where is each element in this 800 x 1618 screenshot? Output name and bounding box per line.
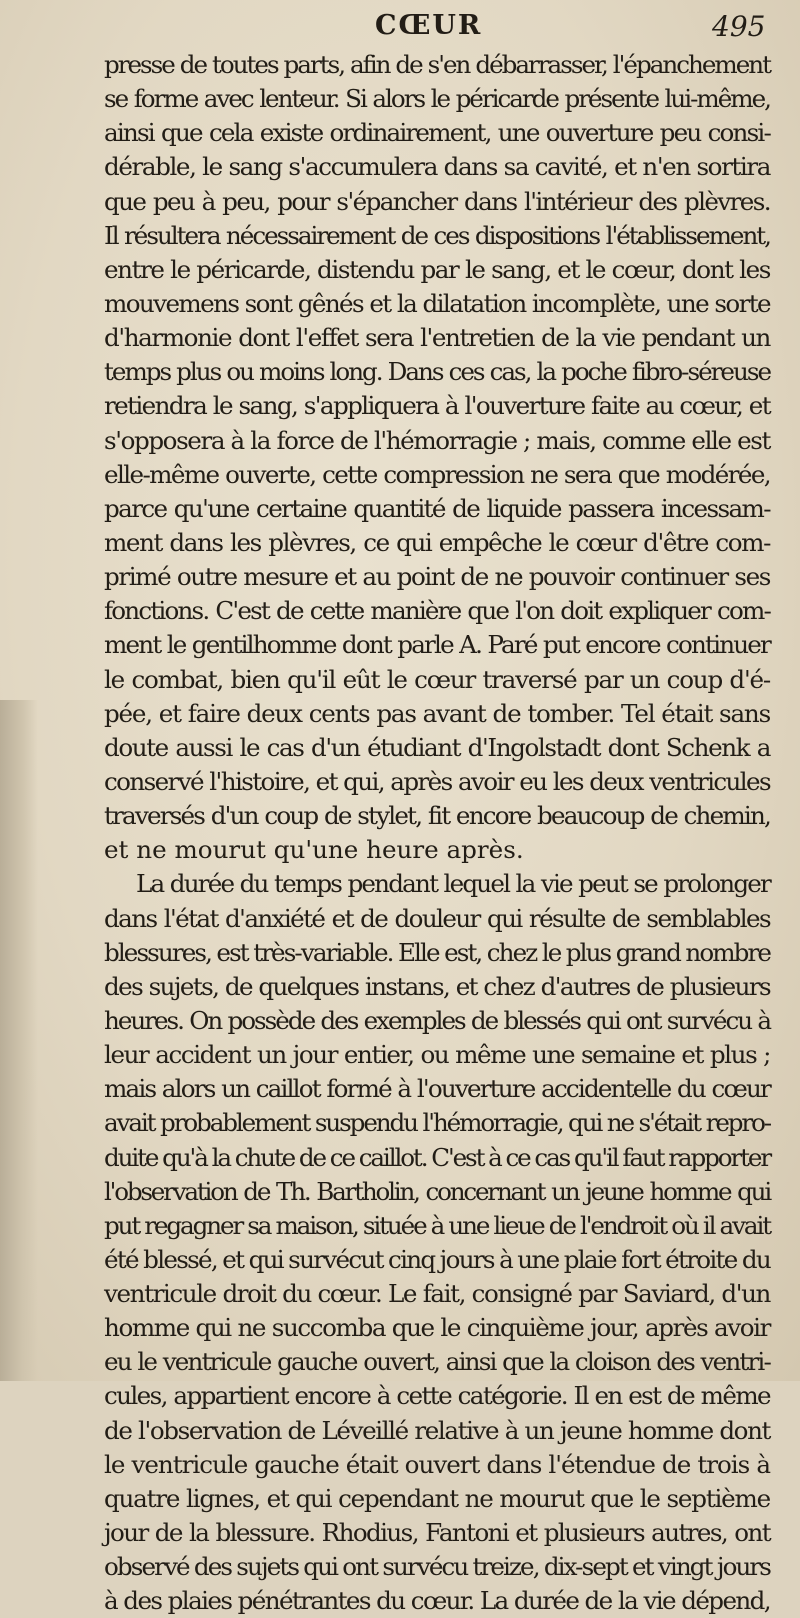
body-text bbox=[104, 48, 770, 1618]
text-line: été blessé, et qui survécut cinq jours à une plaie fort étroite du bbox=[104, 1244, 770, 1274]
text-line: La durée du temps pendant lequel la vie peut se prolonger bbox=[136, 869, 770, 899]
text-line: parce qu'une certaine quantité de liquide passera incessam- bbox=[104, 493, 770, 523]
text-line: jour de la blessure. Rhodius, Fantoni et plusieurs autres, ont bbox=[104, 1518, 770, 1548]
paragraph-1 bbox=[104, 48, 770, 867]
page-number: 495 bbox=[712, 10, 766, 43]
text-line: blessures, est très-variable. Elle est, chez le plus grand nombre bbox=[104, 937, 770, 967]
text-line: d'harmonie dont l'effet sera l'entretien de la vie pendant un bbox=[104, 323, 770, 353]
page-edge-shadow bbox=[0, 700, 38, 1381]
text-line: l'observation de Th. Bartholin, concernant un jeune homme qui bbox=[104, 1176, 770, 1206]
text-line: put regagner sa maison, située à une lieue de l'endroit où il avait bbox=[104, 1210, 770, 1240]
text-line: s'opposera à la force de l'hémorragie ; mais, comme elle est bbox=[104, 425, 770, 455]
text-line: Il résultera nécessairement de ces dispositions l'établissement, bbox=[104, 220, 770, 250]
text-line: traversés d'un coup de stylet, fit encore beaucoup de chemin, bbox=[104, 801, 770, 831]
text-line: doute aussi le cas d'un étudiant d'Ingolstadt dont Schenk a bbox=[104, 732, 770, 762]
text-line: primé outre mesure et au point de ne pouvoir continuer ses bbox=[104, 562, 770, 592]
text-line: le ventricule gauche était ouvert dans l'étendue de trois à bbox=[104, 1449, 770, 1479]
text-line: ainsi que cela existe ordinairement, une ouverture peu consi- bbox=[104, 118, 770, 148]
paragraph-2 bbox=[104, 867, 770, 1618]
text-line: que peu à peu, pour s'épancher dans l'intérieur des plèvres. bbox=[104, 186, 770, 216]
text-line: de l'observation de Léveillé relative à un jeune homme dont bbox=[104, 1415, 770, 1445]
text-line: pée, et faire deux cents pas avant de tomber. Tel était sans bbox=[104, 698, 770, 728]
text-line: avait probablement suspendu l'hémorragie, qui ne s'était repro- bbox=[104, 1108, 770, 1138]
text-line: homme qui ne succomba que le cinquième jour, après avoir bbox=[104, 1313, 770, 1343]
text-line: elle-même ouverte, cette compression ne sera que modérée, bbox=[104, 459, 770, 489]
text-line: leur accident un jour entier, ou même une semaine et plus ; bbox=[104, 1040, 770, 1070]
text-line: heures. On possède des exemples de blessés qui ont survécu à bbox=[104, 1005, 770, 1035]
text-line: ventricule droit du cœur. Le fait, consigné par Saviard, d'un bbox=[104, 1279, 770, 1309]
text-line: conservé l'histoire, et qui, après avoir eu les deux ventricules bbox=[104, 766, 770, 796]
text-line: duite qu'à la chute de ce caillot. C'est à ce cas qu'il faut rapporter bbox=[104, 1142, 770, 1172]
text-line: eu le ventricule gauche ouvert, ainsi que la cloison des ventri- bbox=[104, 1347, 770, 1377]
text-line: cules, appartient encore à cette catégorie. Il en est de même bbox=[104, 1381, 770, 1411]
text-line: des sujets, de quelques instans, et chez d'autres de plusieurs bbox=[104, 971, 770, 1001]
text-line: à des plaies pénétrantes du cœur. La durée de la vie dépend, bbox=[104, 1586, 770, 1616]
text-line: mais alors un caillot formé à l'ouverture accidentelle du cœur bbox=[104, 1074, 770, 1104]
text-line: le combat, bien qu'il eût le cœur traversé par un coup d'é- bbox=[104, 664, 770, 694]
running-head-title: CŒUR bbox=[375, 10, 483, 41]
text-line: se forme avec lenteur. Si alors le péricarde présente lui-même, bbox=[104, 84, 770, 114]
text-line: mouvemens sont gênés et la dilatation incomplète, une sorte bbox=[104, 288, 770, 318]
text-line: entre le péricarde, distendu par le sang, et le cœur, dont les bbox=[104, 254, 770, 284]
text-line: dans l'état d'anxiété et de douleur qui résulte de semblables bbox=[104, 903, 770, 933]
running-head bbox=[0, 10, 800, 50]
text-line: ment le gentilhomme dont parle A. Paré put encore continuer bbox=[104, 630, 770, 660]
text-line: presse de toutes parts, afin de s'en débarrasser, l'épanchement bbox=[104, 50, 770, 79]
text-line: dérable, le sang s'accumulera dans sa cavité, et n'en sortira bbox=[104, 152, 770, 182]
text-line: fonctions. C'est de cette manière que l'on doit expliquer com- bbox=[104, 596, 770, 626]
text-line: quatre lignes, et qui cependant ne mourut que le septième bbox=[104, 1483, 770, 1513]
text-line: retiendra le sang, s'appliquera à l'ouverture faite au cœur, et bbox=[104, 391, 770, 421]
text-line: temps plus ou moins long. Dans ces cas, la poche fibro-séreuse bbox=[104, 357, 770, 387]
text-line: et ne mourut qu'une heure après. bbox=[104, 835, 524, 865]
text-line: ment dans les plèvres, ce qui empêche le cœur d'être com- bbox=[104, 527, 770, 557]
text-line: observé des sujets qui ont survécu treize, dix-sept et vingt jours bbox=[104, 1552, 770, 1582]
